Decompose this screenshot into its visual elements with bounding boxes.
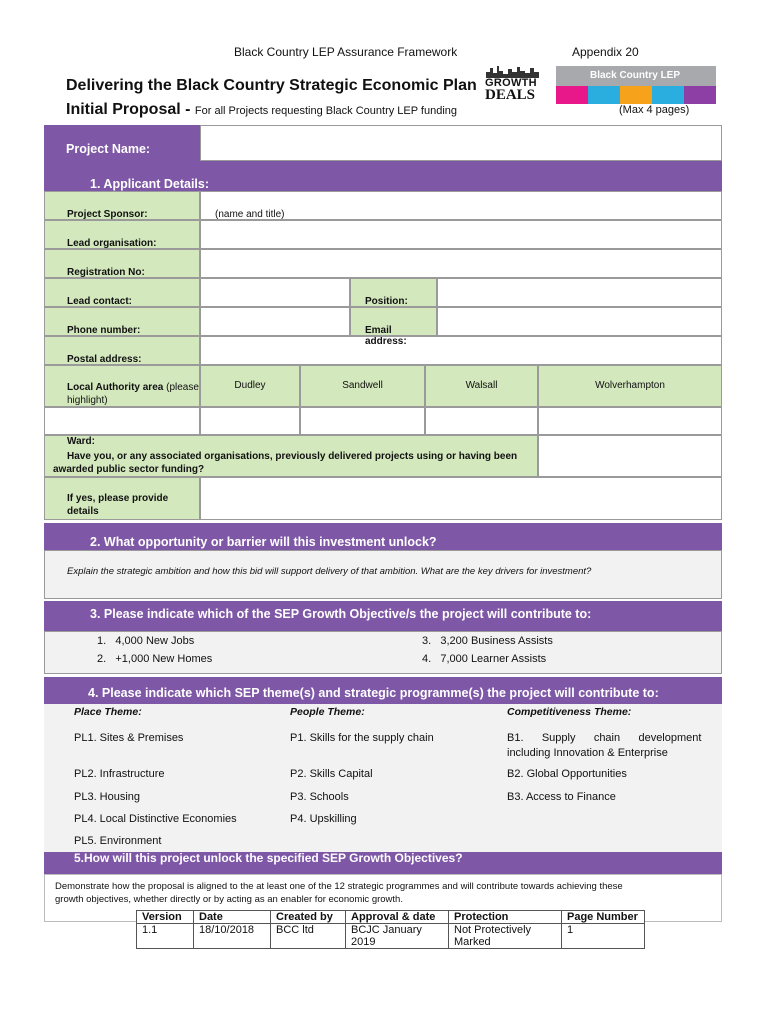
document-subtitle (66, 101, 457, 119)
authority-dudley[interactable]: Dudley (200, 365, 300, 407)
objective-1-text: 4,000 New Jobs (115, 635, 195, 647)
growth-logo-text: GROWTH (485, 77, 537, 89)
objective-4[interactable] (422, 653, 546, 665)
lead-org-label: Lead organisation: (67, 238, 157, 249)
col-protection: Protection (449, 911, 562, 924)
cell-version: 1.1 (137, 924, 194, 949)
orange-block (620, 86, 652, 104)
max-pages-note: (Max 4 pages) (619, 104, 690, 116)
section5-prompt-line1: Demonstrate how the proposal is aligned to the at least one of the 12 strategic programmes and will contribute towards achieving these (55, 881, 623, 892)
position-label-cell (350, 278, 437, 307)
project-sponsor-label: Project Sponsor: (67, 209, 148, 220)
people-item-p4[interactable]: P4. Upskilling (290, 813, 357, 825)
objective-1[interactable] (97, 635, 194, 647)
col-created-by: Created by (271, 911, 346, 924)
place-item-pl4[interactable]: PL4. Local Distinctive Economies (74, 813, 237, 825)
version-table-header-row (137, 911, 645, 924)
place-item-pl3[interactable]: PL3. Housing (74, 791, 141, 803)
section1-heading: 1. Applicant Details: (90, 177, 210, 191)
section2-prompt: Explain the strategic ambition and how this bid will support delivery of that ambition. What are the key drivers for investment? (67, 566, 592, 577)
if-yes-label (67, 492, 168, 518)
col-version: Version (137, 911, 194, 924)
objective-1-num: 1. (97, 635, 107, 647)
comp-item-b3[interactable]: B3. Access to Finance (507, 791, 616, 803)
cell-page-number: 1 (562, 924, 645, 949)
email-input[interactable] (437, 307, 722, 336)
col-page-number: Page Number (562, 911, 645, 924)
cell-created-by: BCC ltd (271, 924, 346, 949)
registration-input[interactable] (200, 249, 722, 278)
lead-contact-input[interactable] (200, 278, 350, 307)
ward-walsall-input[interactable] (425, 407, 538, 435)
prev-funding-question-line1: Have you, or any associated organisations, previously delivered projects using or having been (67, 451, 518, 462)
section2-header (44, 523, 722, 550)
section4-header (44, 677, 722, 704)
growth-deals-logo (484, 62, 542, 104)
table-row (137, 924, 645, 949)
authority-wolverhampton[interactable]: Wolverhampton (538, 365, 722, 407)
place-item-pl5[interactable]: PL5. Environment (74, 835, 162, 847)
cell-protection (449, 924, 562, 949)
project-name-label: Project Name: (66, 142, 151, 156)
objective-4-text: 7,000 Learner Assists (440, 653, 547, 665)
prev-funding-question-line2: awarded public sector funding? (53, 464, 205, 475)
objective-2-num: 2. (97, 653, 107, 665)
postal-label: Postal address: (67, 354, 142, 365)
prev-funding-label-cell (44, 435, 538, 477)
la-label-rest2: highlight) (67, 395, 108, 406)
subtitle-bold: Initial Proposal - (66, 101, 191, 118)
la-label-bold: Local Authority area (67, 382, 164, 393)
place-theme-title: Place Theme: (74, 706, 142, 718)
lep-logo-text: Black Country LEP (556, 66, 716, 86)
local-authority-label-cell (44, 365, 200, 407)
section4-heading: 4. Please indicate which SEP theme(s) and strategic programme(s) the project will contribute to: (88, 686, 659, 700)
lead-contact-label-cell (44, 278, 200, 307)
if-yes-input[interactable] (200, 477, 722, 520)
blue-block-2 (652, 86, 684, 104)
ward-wolverhampton-input[interactable] (538, 407, 722, 435)
objective-2[interactable] (97, 653, 212, 665)
section2-input[interactable] (44, 550, 722, 599)
name-and-title-hint: (name and title) (215, 209, 285, 220)
prev-funding-input[interactable] (538, 435, 722, 477)
position-label: Position: (365, 296, 408, 307)
section3-header (44, 601, 722, 631)
authority-walsall[interactable]: Walsall (425, 365, 538, 407)
approval-line2: 2019 (351, 936, 376, 948)
project-name-input[interactable] (200, 125, 722, 161)
email-label-cell (350, 307, 437, 347)
comp-item-b2[interactable]: B2. Global Opportunities (507, 768, 627, 780)
ward-label: Ward: (67, 436, 95, 447)
people-item-p2[interactable]: P2. Skills Capital (290, 768, 373, 780)
postal-label-cell (44, 336, 200, 365)
cell-approval (346, 924, 449, 949)
section2-heading: 2. What opportunity or barrier will this investment unlock? (90, 535, 437, 549)
comp-item-b1-line2: including Innovation & Enterprise (507, 747, 668, 759)
section5-prompt (55, 880, 623, 906)
project-sponsor-label-cell (44, 191, 200, 220)
section3-body (44, 631, 722, 674)
section1-header (44, 161, 722, 191)
objective-3-num: 3. (422, 635, 432, 647)
protection-line2: Marked (454, 936, 491, 948)
phone-input[interactable] (200, 307, 350, 336)
if-yes-line2: details (67, 506, 99, 517)
skyline-icon (484, 62, 542, 78)
document-title: Delivering the Black Country Strategic Economic Plan (66, 77, 477, 94)
deals-logo-text: DEALS (485, 87, 536, 103)
place-item-pl1[interactable]: PL1. Sites & Premises (74, 732, 184, 744)
project-sponsor-input[interactable] (200, 191, 722, 220)
if-yes-label-cell (44, 477, 200, 520)
version-table (136, 910, 645, 949)
position-input[interactable] (437, 278, 722, 307)
people-item-p1[interactable]: P1. Skills for the supply chain (290, 732, 434, 744)
section5-heading: 5.How will this project unlock the specified SEP Growth Objectives? (74, 851, 463, 865)
subtitle-rest: For all Projects requesting Black Country LEP funding (194, 105, 458, 117)
section3-heading: 3. Please indicate which of the SEP Growth Objective/s the project will contribute to: (90, 607, 592, 621)
registration-label: Registration No: (67, 267, 145, 278)
objective-2-text: +1,000 New Homes (115, 653, 213, 665)
registration-label-cell (44, 249, 200, 278)
comp-item-b1[interactable]: B1. Supply chain development (507, 732, 702, 744)
objective-4-num: 4. (422, 653, 432, 665)
people-item-p3[interactable]: P3. Schools (290, 791, 349, 803)
col-date: Date (194, 911, 271, 924)
lead-org-input[interactable] (200, 220, 722, 249)
appendix-label: Appendix 20 (572, 45, 639, 59)
framework-title: Black Country LEP Assurance Framework (234, 45, 458, 59)
protection-line1: Not Protectively (454, 924, 532, 936)
objective-3-text: 3,200 Business Assists (440, 635, 553, 647)
ward-spacer-cell (44, 407, 200, 435)
ward-dudley-input[interactable] (200, 407, 300, 435)
phone-label-cell (44, 307, 200, 336)
local-authority-label (67, 381, 199, 407)
approval-line1: BCJC January (351, 924, 422, 936)
section5-prompt-line2: growth objectives, whether directly or by acting as an enabler for economic growth. (55, 894, 403, 905)
section5-header (44, 852, 722, 874)
violet-block (684, 86, 716, 104)
postal-input[interactable] (200, 336, 722, 365)
lead-contact-label: Lead contact: (67, 296, 133, 307)
competitiveness-theme-title: Competitiveness Theme: (507, 706, 632, 718)
if-yes-line1: If yes, please provide (67, 493, 169, 504)
blue-block (588, 86, 620, 104)
people-theme-title: People Theme: (290, 706, 365, 718)
col-approval: Approval & date (346, 911, 449, 924)
black-country-lep-logo (556, 66, 716, 104)
authority-sandwell[interactable]: Sandwell (300, 365, 425, 407)
cell-date: 18/10/2018 (194, 924, 271, 949)
pink-block (556, 86, 588, 104)
email-label: Email address: (365, 325, 407, 347)
objective-3[interactable] (422, 635, 553, 647)
la-label-rest1: (please (166, 382, 199, 393)
ward-sandwell-input[interactable] (300, 407, 425, 435)
place-item-pl2[interactable]: PL2. Infrastructure (74, 768, 165, 780)
lead-org-label-cell (44, 220, 200, 249)
phone-label: Phone number: (67, 325, 141, 336)
